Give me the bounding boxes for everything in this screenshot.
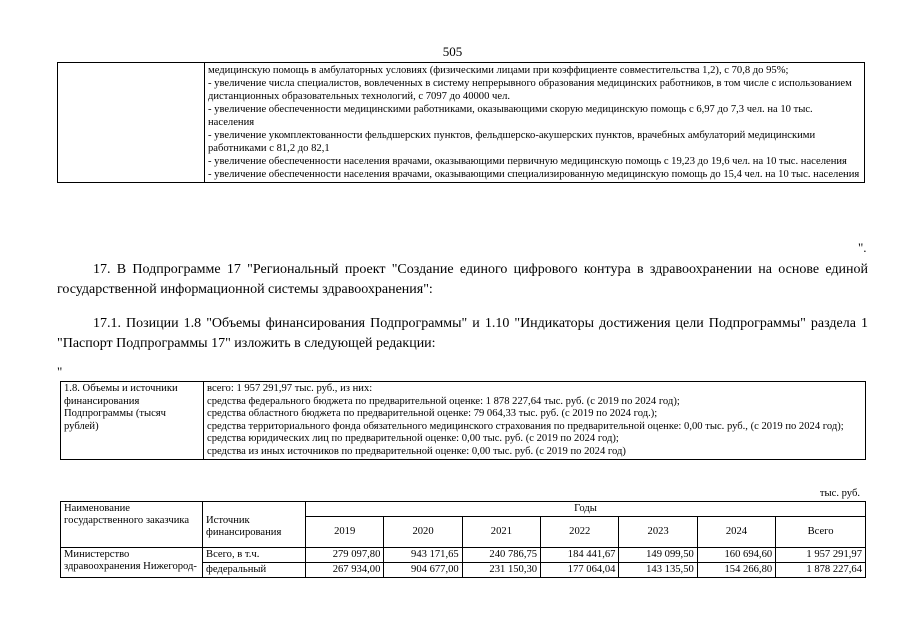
year-header: 2022 [541, 517, 619, 548]
financing-line: средства юридических лиц по предварительной оценке: 0,00 тыс. руб. (с 2019 по 2024 год); [207, 433, 619, 444]
financing-table [60, 381, 866, 460]
header-years: Годы [306, 502, 866, 517]
value-cell: 231 150,30 [462, 563, 540, 578]
value-cell: 143 135,50 [619, 563, 697, 578]
source-cell: федеральный [203, 563, 306, 578]
paragraph-17: 17. В Подпрограмме 17 "Региональный проект "Создание единого цифрового контура в здравоохранении на основе единой государственной информационной системы здравоохранения": [57, 262, 868, 297]
value-cell: 149 099,50 [619, 548, 697, 563]
value-cell: 177 064,04 [541, 563, 619, 578]
financing-line: средства областного бюджета по предварительной оценке: 79 064,33 тыс. руб. (с 2019 по 2024 год.); [207, 408, 658, 419]
indicator-line: - увеличение обеспеченности медицинскими работниками, оказывающими скорую медицинскую помощь с 6,97 до 7,3 чел. на 10 тыс. населения [208, 104, 813, 128]
indicator-line: - увеличение обеспеченности населения врачами, оказывающими специализированную медицинскую помощь до 15,4 чел. на 10 тыс. населения [208, 169, 860, 180]
paragraph-17-1: 17.1. Позиции 1.8 "Объемы финансирования Подпрограммы" и 1.10 "Индикаторы достижения цели Подпрограммы" раздела 1 "Паспорт Подпрограммы 17" изложить в следующей редакции: [57, 316, 868, 351]
value-cell: 267 934,00 [306, 563, 384, 578]
indicator-line: - увеличение числа специалистов, вовлеченных в систему непрерывного образования медицинских работников, в том числе с использованием дистанционных образовательных технологий, с 7097 до 40000 чел. [208, 78, 852, 102]
closing-quote: ". [858, 240, 867, 255]
page-number: 505 [442, 44, 463, 59]
units-label: тыс. руб. [819, 488, 860, 499]
year-header: 2020 [384, 517, 462, 548]
years-table [60, 501, 866, 578]
indicator-line: медицинскую помощь в амбулаторных условиях (физическими лицами при коэффициенте совместительства 1,2), с 70,8 до 95%; [208, 65, 789, 76]
opening-quote: " [57, 364, 63, 379]
indicator-line: - увеличение обеспеченности населения врачами, оказывающими первичную медицинскую помощь с 19,23 до 19,6 чел. на 10 тыс. населения [208, 156, 847, 167]
customer-name: Министерство здравоохранения Нижегород- [61, 548, 203, 578]
financing-details [204, 382, 866, 460]
value-cell: 279 097,80 [306, 548, 384, 563]
value-cell: 184 441,67 [541, 548, 619, 563]
year-header: 2019 [306, 517, 384, 548]
empty-label-cell [58, 63, 205, 183]
value-cell: 240 786,75 [462, 548, 540, 563]
continuation-table [57, 62, 865, 183]
financing-line: средства федерального бюджета по предварительной оценке: 1 878 227,64 тыс. руб. (с 2019 по 2024 год); [207, 395, 680, 407]
header-customer: Наименование государственного заказчика [61, 502, 203, 548]
financing-label: 1.8. Объемы и источники финансирования Подпрограммы (тысяч рублей) [61, 382, 204, 460]
financing-line: средства из иных источников по предварительной оценке: 0,00 тыс. руб. (с 2019 по 2024 год) [207, 445, 626, 457]
value-cell: 1 878 227,64 [776, 563, 866, 578]
year-header: 2021 [462, 517, 540, 548]
indicator-line: - увеличение укомплектованности фельдшерских пунктов, фельдшерско-акушерских пунктов, врачебных амбулаторий медицинскими работниками с 81,2 до 82,1 [208, 130, 816, 154]
value-cell: 160 694,60 [697, 548, 775, 563]
financing-line: средства территориального фонда обязательного медицинского страхования по предварительной оценке: 0,00 тыс. руб., (с 2019 по 2024 год); [207, 420, 844, 432]
financing-line: всего: 1 957 291,97 тыс. руб., из них: [207, 383, 373, 394]
year-header: 2024 [697, 517, 775, 548]
year-header: 2023 [619, 517, 697, 548]
source-cell: Всего, в т.ч. [203, 548, 306, 563]
indicators-cell [205, 63, 865, 183]
value-cell: 154 266,80 [697, 563, 775, 578]
header-source: Источник финансирования [203, 502, 306, 548]
value-cell: 943 171,65 [384, 548, 462, 563]
value-cell: 904 677,00 [384, 563, 462, 578]
year-header: Всего [776, 517, 866, 548]
value-cell: 1 957 291,97 [776, 548, 866, 563]
